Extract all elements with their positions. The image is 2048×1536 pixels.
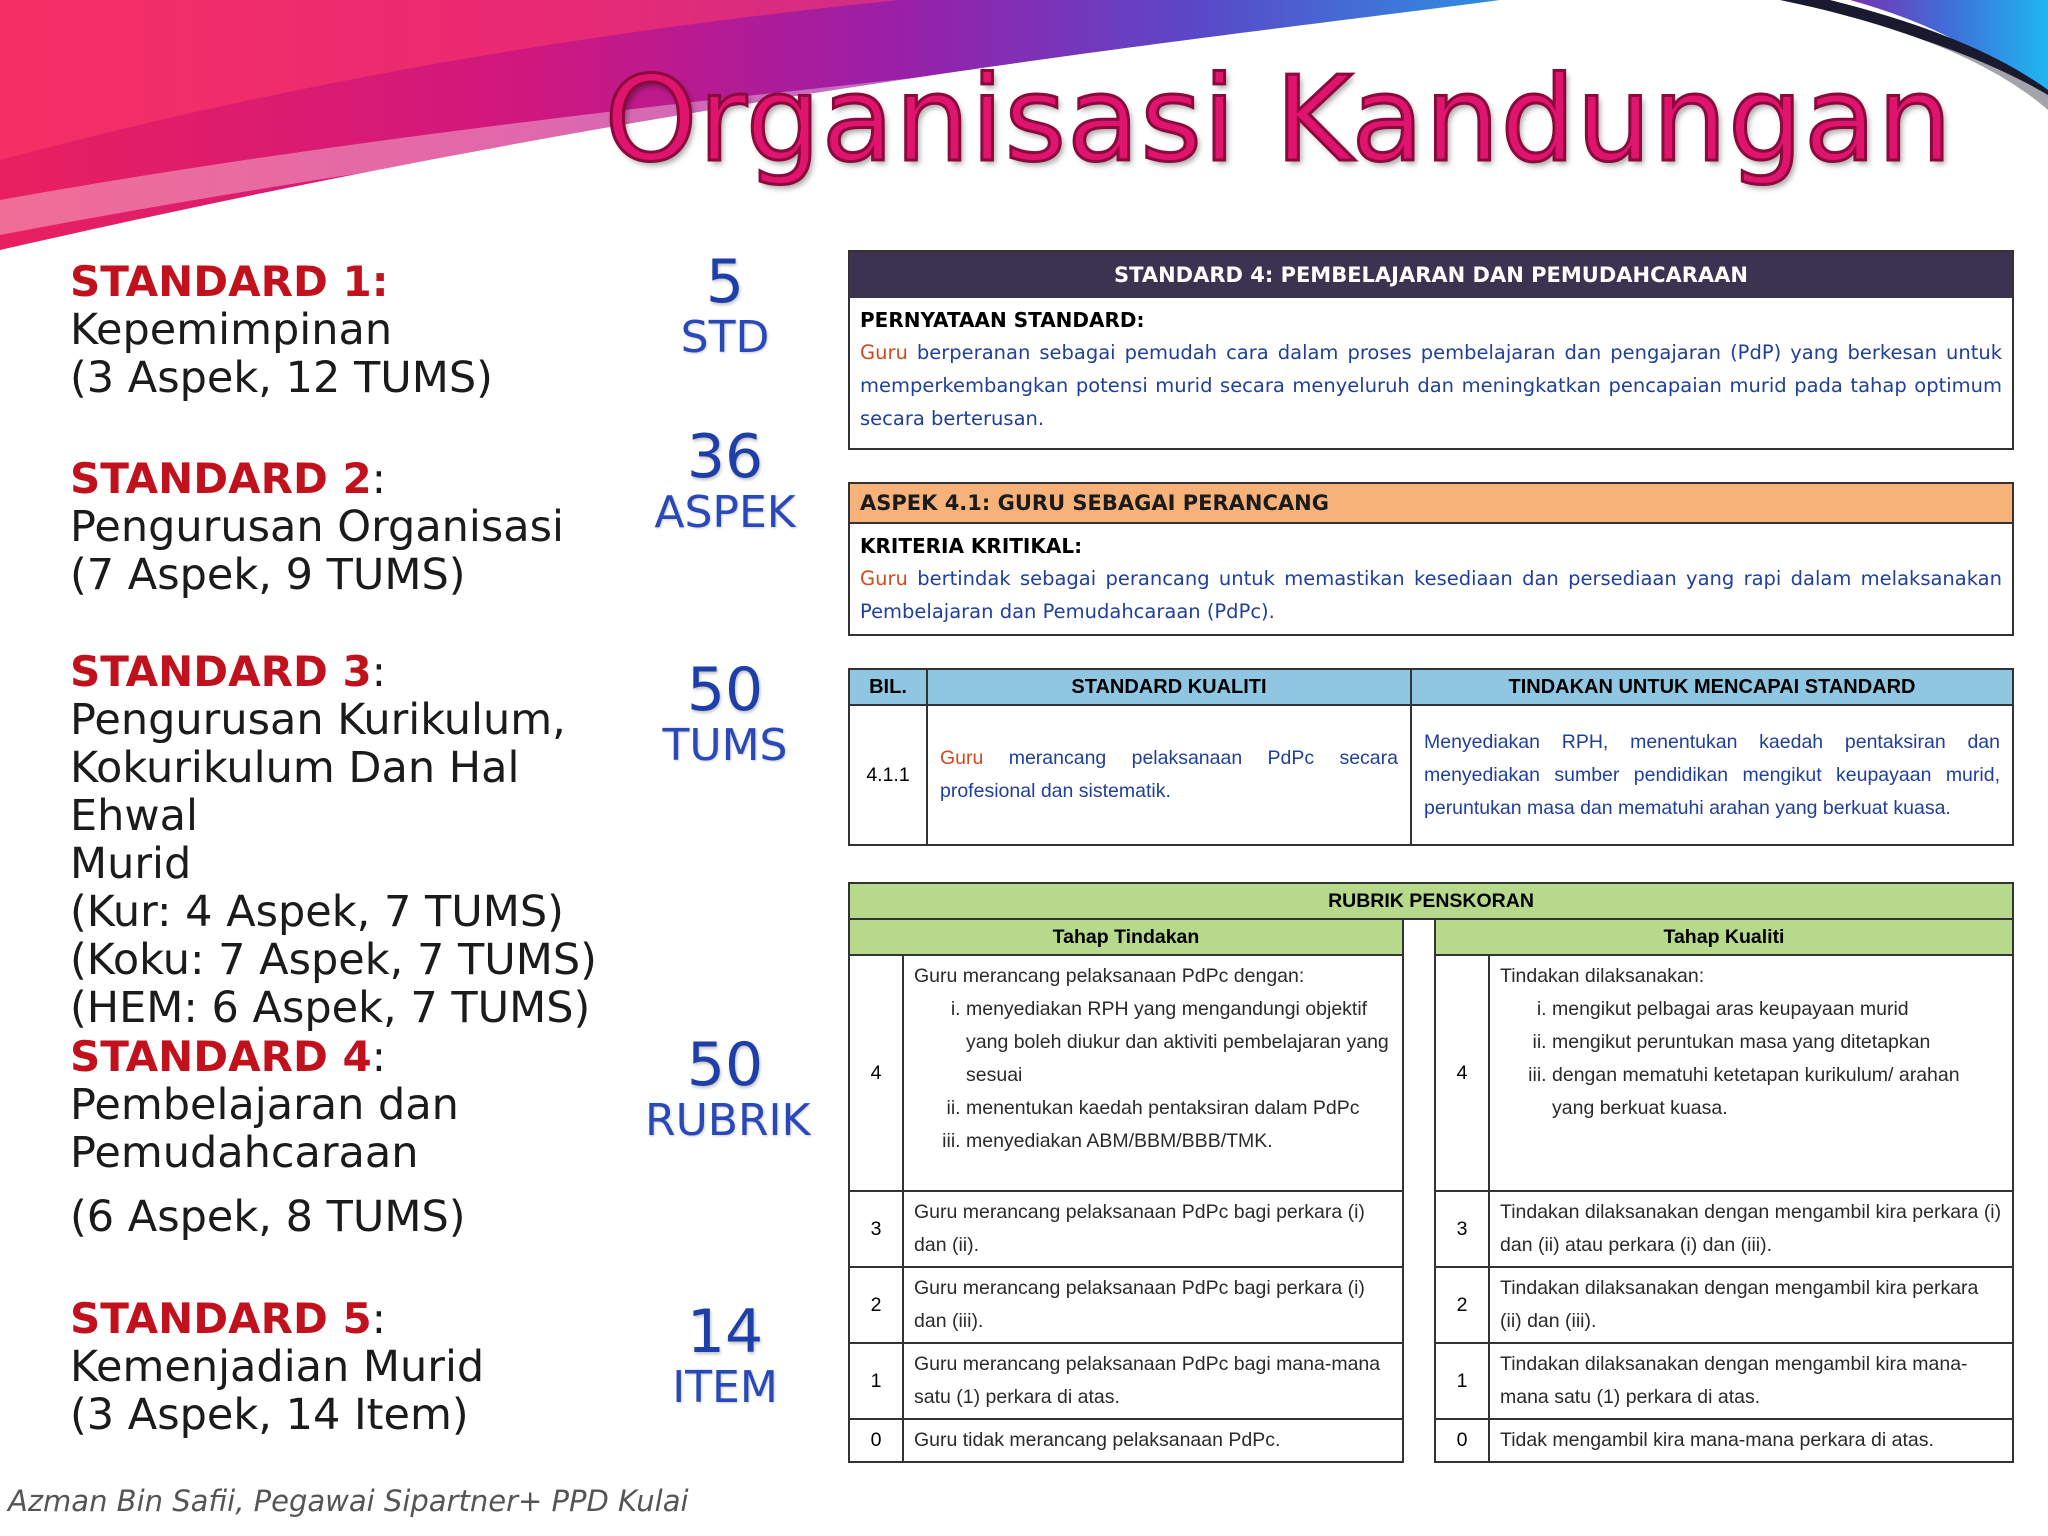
standard-2-heading: STANDARD 2 [70, 454, 372, 503]
stat-label: STD [680, 312, 770, 363]
rubrik-level: 2 [1435, 1267, 1489, 1343]
standard-4-block [70, 1033, 650, 1241]
stat-label: RUBRIK [645, 1095, 811, 1146]
stat-number: 5 [705, 247, 745, 317]
standard-3-colon: : [371, 647, 386, 696]
standard-4-heading: STANDARD 4 [70, 1032, 372, 1081]
kualiti-body: merancang pelaksanaan PdPc secara profesional dan sistematik. [940, 747, 1398, 802]
rubrik-left-4 [903, 955, 1403, 1191]
col-standard-kualiti: STANDARD KUALITI [927, 669, 1411, 705]
rubrik-left-cell: Guru merancang pelaksanaan PdPc bagi perkara (i) dan (ii). [903, 1191, 1403, 1267]
standard-1-line: (3 Aspek, 12 TUMS) [70, 353, 493, 403]
rubrik-level: 4 [1435, 955, 1489, 1191]
rubrik-gap [1403, 919, 1435, 955]
standard-5-colon: : [371, 1294, 386, 1343]
kriteria-text [850, 562, 2012, 636]
rubrik-left-cell: Guru merancang pelaksanaan PdPc bagi mana-mana satu (1) perkara di atas. [903, 1343, 1403, 1419]
kriteria-body: bertindak sebagai perancang untuk memastikan kesediaan dan persediaan yang rapi dalam melaksanakan Pembelajaran dan Pemudahcaraan (PdPc). [860, 567, 2002, 623]
standard-4-line: Pembelajaran dan [70, 1080, 459, 1130]
standard-4-header: STANDARD 4: PEMBELAJARAN DAN PEMUDAHCARAAN [850, 252, 2012, 298]
rubrik-right-4-item: i. mengikut pelbagai aras keupayaan murid [1552, 993, 2002, 1026]
stat-tums [645, 655, 805, 771]
rubrik-gap [1403, 1267, 1435, 1343]
standard-3-line: (Koku: 7 Aspek, 7 TUMS) [70, 935, 597, 985]
pernyataan-standard-box [848, 250, 2014, 450]
standard-3-line: Kokurikulum Dan Hal Ehwal [70, 743, 520, 841]
aspek-box [848, 482, 2014, 636]
standard-5-line: (3 Aspek, 14 Item) [70, 1390, 469, 1440]
rubrik-col-tindakan: Tahap Tindakan [849, 919, 1403, 955]
rubrik-right-4-item: iii. dengan mematuhi ketetapan kurikulum/ arahan yang berkuat kuasa. [1552, 1059, 2002, 1125]
rubrik-gap [1403, 1419, 1435, 1462]
standard-1-heading: STANDARD 1 [70, 257, 372, 306]
rubrik-right-4 [1489, 955, 2013, 1191]
stat-label: ASPEK [654, 487, 796, 538]
col-tindakan: TINDAKAN UNTUK MENCAPAI STANDARD [1411, 669, 2013, 705]
rubrik-level: 3 [849, 1191, 903, 1267]
stat-number: 36 [686, 422, 764, 492]
pernyataan-text [850, 336, 2012, 443]
standard-2-line: (7 Aspek, 9 TUMS) [70, 550, 466, 600]
stat-number: 50 [686, 1030, 764, 1100]
col-bil: BIL. [849, 669, 927, 705]
rubrik-right-cell: Tidak mengambil kira mana-mana perkara di atas. [1489, 1419, 2013, 1462]
rubrik-left-cell: Guru tidak merancang pelaksanaan PdPc. [903, 1419, 1403, 1462]
rubrik-gap [1403, 1191, 1435, 1267]
standard-3-heading: STANDARD 3 [70, 647, 372, 696]
rubrik-left-4-item: i. menyediakan RPH yang mengandungi objektif yang boleh diukur dan aktiviti pembelajaran yang sesuai [966, 993, 1392, 1092]
stat-label: TUMS [662, 720, 788, 771]
standard-4-line: Pemudahcaraan [70, 1128, 419, 1178]
standard-4-line: (6 Aspek, 8 TUMS) [70, 1192, 466, 1242]
rubrik-level: 4 [849, 955, 903, 1191]
kriteria-lead: Guru [860, 567, 908, 590]
tindakan-cell: Menyediakan RPH, menentukan kaedah pentaksiran dan menyediakan sumber pendidikan mengikut keupayaan murid, peruntukan masa dan mematuhi arahan yang berkuat kuasa. [1411, 705, 2013, 845]
standard-3-line: (Kur: 4 Aspek, 7 TUMS) [70, 887, 564, 937]
pernyataan-label: PERNYATAAN STANDARD: [860, 308, 1145, 332]
standard-5-heading: STANDARD 5 [70, 1294, 372, 1343]
standard-kualiti-cell [927, 705, 1411, 845]
stat-number: 50 [686, 655, 764, 725]
rubrik-col-kualiti: Tahap Kualiti [1435, 919, 2013, 955]
rubrik-level: 1 [1435, 1343, 1489, 1419]
rubrik-right-cell: Tindakan dilaksanakan dengan mengambil kira mana-mana satu (1) perkara di atas. [1489, 1343, 2013, 1419]
pernyataan-lead: Guru [860, 341, 908, 364]
rubrik-left-cell: Guru merancang pelaksanaan PdPc bagi perkara (i) dan (iii). [903, 1267, 1403, 1343]
standard-2-line: Pengurusan Organisasi [70, 502, 564, 552]
rubrik-gap [1403, 1343, 1435, 1419]
stat-aspek [645, 422, 805, 538]
rubrik-level: 1 [849, 1343, 903, 1419]
rubrik-title: RUBRIK PENSKORAN [849, 883, 2013, 919]
standard-3-line: Murid [70, 839, 192, 889]
standard-4-colon: : [371, 1032, 386, 1081]
rubrik-level: 0 [849, 1419, 903, 1462]
standard-3-line: Pengurusan Kurikulum, [70, 695, 566, 745]
rubrik-level: 0 [1435, 1419, 1489, 1462]
rubrik-penskoran-table [848, 882, 2014, 1463]
rubrik-right-cell: Tindakan dilaksanakan dengan mengambil kira perkara (i) dan (ii) atau perkara (i) dan (iii). [1489, 1191, 2013, 1267]
stat-label: ITEM [672, 1362, 778, 1413]
kualiti-lead: Guru [940, 747, 984, 769]
rubrik-left-4-item: iii. menyediakan ABM/BBM/BBB/TMK. [966, 1125, 1392, 1158]
rubrik-level: 3 [1435, 1191, 1489, 1267]
slide-title: Organisasi Kandungan [604, 50, 1953, 188]
standard-1-line: Kepemimpinan [70, 305, 393, 355]
bil-cell: 4.1.1 [849, 705, 927, 845]
rubrik-right-4-item: ii. mengikut peruntukan masa yang ditetapkan [1552, 1026, 2002, 1059]
rubrik-right-4-intro: Tindakan dilaksanakan: [1500, 965, 1705, 987]
stat-number: 14 [686, 1297, 764, 1367]
standard-2-colon: : [371, 454, 386, 503]
standard-2-block [70, 455, 650, 599]
rubrik-right-cell: Tindakan dilaksanakan dengan mengambil kira perkara (ii) dan (iii). [1489, 1267, 2013, 1343]
kriteria-label: KRITERIA KRITIKAL: [860, 534, 1083, 558]
stat-std [645, 247, 805, 363]
author-footer: Azman Bin Safii, Pegawai Sipartner+ PPD Kulai [8, 1484, 689, 1518]
aspek-header: ASPEK 4.1: GURU SEBAGAI PERANCANG [850, 484, 2012, 524]
rubrik-gap [1403, 955, 1435, 1191]
standard-3-line: (HEM: 6 Aspek, 7 TUMS) [70, 983, 591, 1033]
standard-1-colon: : [371, 257, 389, 306]
standard-3-block [70, 648, 650, 1032]
rubrik-level: 2 [849, 1267, 903, 1343]
stat-rubrik [645, 1030, 811, 1146]
standard-5-block [70, 1295, 650, 1439]
standard-kualiti-table [848, 668, 2014, 846]
stat-item [645, 1297, 805, 1413]
standard-1-block [70, 258, 650, 402]
rubrik-left-4-intro: Guru merancang pelaksanaan PdPc dengan: [914, 965, 1305, 987]
rubrik-left-4-item: ii. menentukan kaedah pentaksiran dalam PdPc [966, 1092, 1392, 1125]
pernyataan-body: berperanan sebagai pemudah cara dalam proses pembelajaran dan pengajaran (PdP) yang berkesan untuk memperkembangkan potensi murid secara menyeluruh dan meningkatkan pencapaian murid pada tahap optimum secara berterusan. [860, 341, 2002, 430]
standard-5-line: Kemenjadian Murid [70, 1342, 485, 1392]
